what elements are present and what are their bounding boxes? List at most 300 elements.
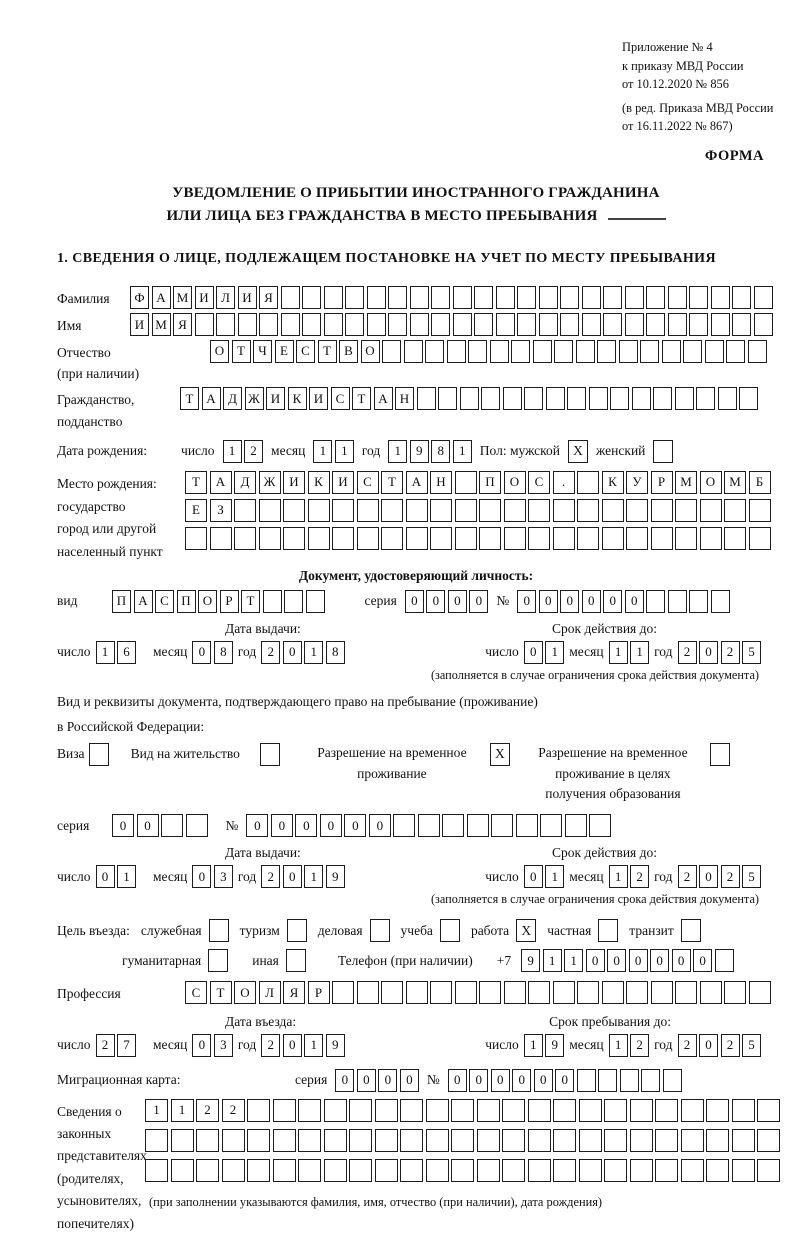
- char-cell[interactable]: 0: [112, 814, 134, 837]
- char-cell[interactable]: 2: [222, 1099, 245, 1122]
- char-cell[interactable]: [567, 387, 586, 410]
- char-cell[interactable]: [357, 499, 379, 522]
- char-cell[interactable]: [589, 814, 611, 837]
- char-cell[interactable]: 6: [117, 641, 136, 664]
- char-cell[interactable]: [281, 286, 300, 309]
- char-cell[interactable]: [579, 1099, 602, 1122]
- rvpo-checkbox[interactable]: [710, 743, 730, 766]
- char-cell[interactable]: 0: [283, 865, 302, 888]
- char-cell[interactable]: [533, 340, 552, 363]
- char-cell[interactable]: 0: [400, 1069, 419, 1092]
- char-cell[interactable]: [724, 981, 746, 1004]
- char-cell[interactable]: 5: [742, 1034, 761, 1057]
- char-cell[interactable]: [582, 313, 601, 336]
- char-cell[interactable]: Н: [395, 387, 414, 410]
- purpose-turizm-checkbox[interactable]: [287, 919, 307, 942]
- char-cell[interactable]: [579, 1129, 602, 1152]
- char-cell[interactable]: [400, 1099, 423, 1122]
- char-cell[interactable]: [553, 527, 575, 550]
- char-cell[interactable]: 1: [145, 1099, 168, 1122]
- char-cell[interactable]: [451, 1159, 474, 1182]
- char-cell[interactable]: [332, 499, 354, 522]
- char-cell[interactable]: Т: [180, 387, 199, 410]
- char-cell[interactable]: А: [374, 387, 393, 410]
- char-cell[interactable]: [324, 1159, 347, 1182]
- char-cell[interactable]: [715, 949, 734, 972]
- char-cell[interactable]: [238, 313, 257, 336]
- char-cell[interactable]: [646, 590, 665, 613]
- char-cell[interactable]: 2: [721, 641, 740, 664]
- char-cell[interactable]: [726, 340, 745, 363]
- char-cell[interactable]: 2: [96, 1034, 115, 1057]
- char-cell[interactable]: [453, 286, 472, 309]
- char-cell[interactable]: [234, 499, 256, 522]
- char-cell[interactable]: [496, 286, 515, 309]
- char-cell[interactable]: [724, 527, 746, 550]
- char-cell[interactable]: [602, 499, 624, 522]
- char-cell[interactable]: 5: [742, 641, 761, 664]
- char-cell[interactable]: [757, 1129, 780, 1152]
- char-cell[interactable]: [460, 387, 479, 410]
- char-cell[interactable]: 0: [283, 641, 302, 664]
- char-cell[interactable]: [655, 1099, 678, 1122]
- char-cell[interactable]: [474, 313, 493, 336]
- char-cell[interactable]: Б: [749, 471, 771, 494]
- char-cell[interactable]: Т: [381, 471, 403, 494]
- char-cell[interactable]: У: [626, 471, 648, 494]
- char-cell[interactable]: [247, 1129, 270, 1152]
- char-cell[interactable]: Ж: [245, 387, 264, 410]
- char-cell[interactable]: [196, 1159, 219, 1182]
- char-cell[interactable]: [689, 313, 708, 336]
- char-cell[interactable]: [345, 286, 364, 309]
- char-cell[interactable]: З: [210, 499, 232, 522]
- char-cell[interactable]: О: [361, 340, 380, 363]
- char-cell[interactable]: [663, 1069, 682, 1092]
- char-cell[interactable]: 0: [283, 1034, 302, 1057]
- char-cell[interactable]: [425, 340, 444, 363]
- char-cell[interactable]: [171, 1129, 194, 1152]
- char-cell[interactable]: 5: [742, 865, 761, 888]
- char-cell[interactable]: Я: [283, 981, 305, 1004]
- char-cell[interactable]: [273, 1129, 296, 1152]
- char-cell[interactable]: 0: [524, 641, 543, 664]
- char-cell[interactable]: 0: [603, 590, 622, 613]
- char-cell[interactable]: И: [283, 471, 305, 494]
- char-cell[interactable]: [711, 590, 730, 613]
- char-cell[interactable]: Ч: [253, 340, 272, 363]
- char-cell[interactable]: [431, 313, 450, 336]
- char-cell[interactable]: [324, 1129, 347, 1152]
- char-cell[interactable]: [560, 313, 579, 336]
- char-cell[interactable]: Р: [308, 981, 330, 1004]
- char-cell[interactable]: 8: [214, 641, 233, 664]
- char-cell[interactable]: 2: [261, 865, 280, 888]
- char-cell[interactable]: [700, 499, 722, 522]
- char-cell[interactable]: [388, 286, 407, 309]
- char-cell[interactable]: [683, 340, 702, 363]
- char-cell[interactable]: [375, 1159, 398, 1182]
- char-cell[interactable]: Я: [173, 313, 192, 336]
- char-cell[interactable]: [455, 499, 477, 522]
- char-cell[interactable]: 2: [678, 865, 697, 888]
- char-cell[interactable]: [259, 313, 278, 336]
- char-cell[interactable]: М: [675, 471, 697, 494]
- char-cell[interactable]: [651, 527, 673, 550]
- char-cell[interactable]: М: [173, 286, 192, 309]
- char-cell[interactable]: С: [185, 981, 207, 1004]
- char-cell[interactable]: [357, 981, 379, 1004]
- char-cell[interactable]: С: [331, 387, 350, 410]
- char-cell[interactable]: [349, 1099, 372, 1122]
- char-cell[interactable]: 2: [721, 865, 740, 888]
- char-cell[interactable]: [603, 313, 622, 336]
- char-cell[interactable]: [528, 1099, 551, 1122]
- char-cell[interactable]: [681, 1099, 704, 1122]
- char-cell[interactable]: [273, 1159, 296, 1182]
- char-cell[interactable]: 1: [609, 865, 628, 888]
- char-cell[interactable]: [675, 527, 697, 550]
- char-cell[interactable]: 0: [582, 590, 601, 613]
- char-cell[interactable]: [598, 1069, 617, 1092]
- char-cell[interactable]: А: [202, 387, 221, 410]
- char-cell[interactable]: [345, 313, 364, 336]
- char-cell[interactable]: [668, 590, 687, 613]
- char-cell[interactable]: А: [134, 590, 153, 613]
- char-cell[interactable]: 1: [313, 440, 332, 463]
- char-cell[interactable]: С: [296, 340, 315, 363]
- purpose-gumanitarnaya-checkbox[interactable]: [208, 949, 228, 972]
- char-cell[interactable]: [426, 1099, 449, 1122]
- char-cell[interactable]: [357, 527, 379, 550]
- char-cell[interactable]: 0: [137, 814, 159, 837]
- char-cell[interactable]: Е: [185, 499, 207, 522]
- char-cell[interactable]: [210, 527, 232, 550]
- char-cell[interactable]: [430, 981, 452, 1004]
- char-cell[interactable]: [604, 1159, 627, 1182]
- char-cell[interactable]: [302, 313, 321, 336]
- char-cell[interactable]: [603, 286, 622, 309]
- char-cell[interactable]: [298, 1099, 321, 1122]
- char-cell[interactable]: [640, 340, 659, 363]
- char-cell[interactable]: 0: [672, 949, 691, 972]
- char-cell[interactable]: [739, 387, 758, 410]
- char-cell[interactable]: [732, 286, 751, 309]
- char-cell[interactable]: [388, 313, 407, 336]
- char-cell[interactable]: [602, 981, 624, 1004]
- char-cell[interactable]: 0: [344, 814, 366, 837]
- char-cell[interactable]: [455, 981, 477, 1004]
- char-cell[interactable]: [655, 1159, 678, 1182]
- char-cell[interactable]: [349, 1159, 372, 1182]
- char-cell[interactable]: [474, 286, 493, 309]
- char-cell[interactable]: [418, 814, 440, 837]
- char-cell[interactable]: 1: [171, 1099, 194, 1122]
- char-cell[interactable]: 2: [678, 641, 697, 664]
- char-cell[interactable]: [451, 1099, 474, 1122]
- char-cell[interactable]: [502, 1159, 525, 1182]
- char-cell[interactable]: [626, 527, 648, 550]
- char-cell[interactable]: Т: [210, 981, 232, 1004]
- char-cell[interactable]: [511, 340, 530, 363]
- char-cell[interactable]: [589, 387, 608, 410]
- char-cell[interactable]: А: [152, 286, 171, 309]
- char-cell[interactable]: [681, 1129, 704, 1152]
- char-cell[interactable]: [653, 387, 672, 410]
- char-cell[interactable]: [455, 471, 477, 494]
- char-cell[interactable]: [467, 814, 489, 837]
- char-cell[interactable]: 0: [539, 590, 558, 613]
- char-cell[interactable]: 1: [543, 949, 562, 972]
- char-cell[interactable]: [417, 387, 436, 410]
- char-cell[interactable]: [479, 527, 501, 550]
- char-cell[interactable]: [367, 313, 386, 336]
- char-cell[interactable]: [610, 387, 629, 410]
- char-cell[interactable]: М: [724, 471, 746, 494]
- char-cell[interactable]: [577, 499, 599, 522]
- char-cell[interactable]: Е: [275, 340, 294, 363]
- char-cell[interactable]: 0: [357, 1069, 376, 1092]
- char-cell[interactable]: [754, 286, 773, 309]
- char-cell[interactable]: 9: [326, 865, 345, 888]
- char-cell[interactable]: С: [357, 471, 379, 494]
- char-cell[interactable]: [468, 340, 487, 363]
- sex-male-checkbox[interactable]: X: [568, 440, 588, 463]
- char-cell[interactable]: [247, 1099, 270, 1122]
- char-cell[interactable]: [630, 1129, 653, 1152]
- char-cell[interactable]: Т: [232, 340, 251, 363]
- purpose-ucheba-checkbox[interactable]: [440, 919, 460, 942]
- char-cell[interactable]: [668, 313, 687, 336]
- char-cell[interactable]: .: [553, 471, 575, 494]
- char-cell[interactable]: 0: [378, 1069, 397, 1092]
- char-cell[interactable]: [430, 527, 452, 550]
- char-cell[interactable]: 1: [524, 1034, 543, 1057]
- char-cell[interactable]: [604, 1099, 627, 1122]
- char-cell[interactable]: 0: [448, 1069, 467, 1092]
- char-cell[interactable]: [539, 286, 558, 309]
- char-cell[interactable]: [186, 814, 208, 837]
- char-cell[interactable]: [689, 590, 708, 613]
- char-cell[interactable]: [646, 313, 665, 336]
- char-cell[interactable]: [565, 814, 587, 837]
- char-cell[interactable]: [749, 499, 771, 522]
- char-cell[interactable]: А: [210, 471, 232, 494]
- char-cell[interactable]: [400, 1159, 423, 1182]
- char-cell[interactable]: Т: [318, 340, 337, 363]
- visa-checkbox[interactable]: [89, 743, 109, 766]
- char-cell[interactable]: [479, 499, 501, 522]
- char-cell[interactable]: [539, 313, 558, 336]
- char-cell[interactable]: [324, 286, 343, 309]
- char-cell[interactable]: 0: [534, 1069, 553, 1092]
- char-cell[interactable]: И: [195, 286, 214, 309]
- char-cell[interactable]: [406, 527, 428, 550]
- char-cell[interactable]: И: [309, 387, 328, 410]
- char-cell[interactable]: [604, 1129, 627, 1152]
- char-cell[interactable]: [259, 527, 281, 550]
- char-cell[interactable]: [298, 1159, 321, 1182]
- char-cell[interactable]: [524, 387, 543, 410]
- char-cell[interactable]: 1: [609, 641, 628, 664]
- char-cell[interactable]: 2: [196, 1099, 219, 1122]
- char-cell[interactable]: [630, 1099, 653, 1122]
- char-cell[interactable]: [306, 590, 325, 613]
- char-cell[interactable]: Д: [223, 387, 242, 410]
- char-cell[interactable]: [749, 981, 771, 1004]
- char-cell[interactable]: 0: [555, 1069, 574, 1092]
- char-cell[interactable]: 0: [405, 590, 424, 613]
- char-cell[interactable]: [553, 1159, 576, 1182]
- char-cell[interactable]: [308, 527, 330, 550]
- char-cell[interactable]: [453, 313, 472, 336]
- char-cell[interactable]: 1: [304, 865, 323, 888]
- char-cell[interactable]: [222, 1159, 245, 1182]
- char-cell[interactable]: [619, 340, 638, 363]
- char-cell[interactable]: [145, 1159, 168, 1182]
- char-cell[interactable]: [281, 313, 300, 336]
- char-cell[interactable]: [247, 1159, 270, 1182]
- char-cell[interactable]: [553, 499, 575, 522]
- char-cell[interactable]: 7: [117, 1034, 136, 1057]
- char-cell[interactable]: [283, 499, 305, 522]
- char-cell[interactable]: [576, 340, 595, 363]
- char-cell[interactable]: [540, 814, 562, 837]
- char-cell[interactable]: [732, 1099, 755, 1122]
- char-cell[interactable]: [553, 1129, 576, 1152]
- char-cell[interactable]: [732, 313, 751, 336]
- char-cell[interactable]: [700, 527, 722, 550]
- char-cell[interactable]: [681, 1159, 704, 1182]
- char-cell[interactable]: [579, 1159, 602, 1182]
- char-cell[interactable]: [381, 527, 403, 550]
- char-cell[interactable]: [349, 1129, 372, 1152]
- rvp-checkbox[interactable]: X: [490, 743, 510, 766]
- char-cell[interactable]: [324, 1099, 347, 1122]
- char-cell[interactable]: 0: [524, 865, 543, 888]
- char-cell[interactable]: 0: [96, 865, 115, 888]
- char-cell[interactable]: [516, 814, 538, 837]
- char-cell[interactable]: 0: [699, 865, 718, 888]
- char-cell[interactable]: [748, 340, 767, 363]
- char-cell[interactable]: О: [210, 340, 229, 363]
- char-cell[interactable]: 0: [192, 1034, 211, 1057]
- char-cell[interactable]: [696, 387, 715, 410]
- char-cell[interactable]: [504, 527, 526, 550]
- char-cell[interactable]: Л: [259, 981, 281, 1004]
- char-cell[interactable]: 9: [410, 440, 429, 463]
- char-cell[interactable]: [298, 1129, 321, 1152]
- char-cell[interactable]: [689, 286, 708, 309]
- char-cell[interactable]: [626, 981, 648, 1004]
- char-cell[interactable]: [481, 387, 500, 410]
- purpose-delovaya-checkbox[interactable]: [370, 919, 390, 942]
- char-cell[interactable]: 1: [117, 865, 136, 888]
- purpose-chastnaya-checkbox[interactable]: [598, 919, 618, 942]
- char-cell[interactable]: [597, 340, 616, 363]
- purpose-sluzhebnaya-checkbox[interactable]: [209, 919, 229, 942]
- char-cell[interactable]: 1: [453, 440, 472, 463]
- char-cell[interactable]: А: [406, 471, 428, 494]
- char-cell[interactable]: 0: [246, 814, 268, 837]
- char-cell[interactable]: М: [152, 313, 171, 336]
- char-cell[interactable]: [332, 527, 354, 550]
- char-cell[interactable]: [651, 499, 673, 522]
- char-cell[interactable]: 1: [388, 440, 407, 463]
- char-cell[interactable]: 3: [214, 865, 233, 888]
- char-cell[interactable]: [655, 1129, 678, 1152]
- char-cell[interactable]: [625, 313, 644, 336]
- char-cell[interactable]: [375, 1099, 398, 1122]
- char-cell[interactable]: 2: [721, 1034, 740, 1057]
- char-cell[interactable]: [577, 981, 599, 1004]
- char-cell[interactable]: [546, 387, 565, 410]
- char-cell[interactable]: И: [130, 313, 149, 336]
- char-cell[interactable]: 0: [491, 1069, 510, 1092]
- char-cell[interactable]: [308, 499, 330, 522]
- char-cell[interactable]: 0: [512, 1069, 531, 1092]
- char-cell[interactable]: [582, 286, 601, 309]
- char-cell[interactable]: 1: [304, 641, 323, 664]
- char-cell[interactable]: [404, 340, 423, 363]
- char-cell[interactable]: [517, 313, 536, 336]
- char-cell[interactable]: [502, 1099, 525, 1122]
- char-cell[interactable]: 0: [560, 590, 579, 613]
- char-cell[interactable]: 0: [192, 641, 211, 664]
- char-cell[interactable]: 2: [678, 1034, 697, 1057]
- char-cell[interactable]: О: [234, 981, 256, 1004]
- char-cell[interactable]: [732, 1129, 755, 1152]
- char-cell[interactable]: [503, 387, 522, 410]
- char-cell[interactable]: [442, 814, 464, 837]
- char-cell[interactable]: [447, 340, 466, 363]
- char-cell[interactable]: [222, 1129, 245, 1152]
- char-cell[interactable]: 0: [629, 949, 648, 972]
- char-cell[interactable]: 0: [335, 1069, 354, 1092]
- char-cell[interactable]: [393, 814, 415, 837]
- char-cell[interactable]: [577, 527, 599, 550]
- char-cell[interactable]: 8: [326, 641, 345, 664]
- char-cell[interactable]: 0: [426, 590, 445, 613]
- char-cell[interactable]: 2: [244, 440, 263, 463]
- char-cell[interactable]: Л: [216, 286, 235, 309]
- char-cell[interactable]: [517, 286, 536, 309]
- char-cell[interactable]: [651, 981, 673, 1004]
- char-cell[interactable]: 2: [630, 865, 649, 888]
- char-cell[interactable]: 8: [431, 440, 450, 463]
- char-cell[interactable]: [560, 286, 579, 309]
- char-cell[interactable]: [185, 527, 207, 550]
- char-cell[interactable]: [171, 1159, 194, 1182]
- char-cell[interactable]: [553, 981, 575, 1004]
- char-cell[interactable]: 1: [630, 641, 649, 664]
- char-cell[interactable]: 0: [448, 590, 467, 613]
- char-cell[interactable]: [732, 1159, 755, 1182]
- char-cell[interactable]: [438, 387, 457, 410]
- char-cell[interactable]: Т: [241, 590, 260, 613]
- char-cell[interactable]: [724, 499, 746, 522]
- char-cell[interactable]: [426, 1129, 449, 1152]
- char-cell[interactable]: 0: [699, 1034, 718, 1057]
- char-cell[interactable]: 1: [96, 641, 115, 664]
- char-cell[interactable]: [706, 1099, 729, 1122]
- char-cell[interactable]: [406, 981, 428, 1004]
- char-cell[interactable]: 0: [607, 949, 626, 972]
- char-cell[interactable]: О: [700, 471, 722, 494]
- char-cell[interactable]: [410, 313, 429, 336]
- char-cell[interactable]: [553, 1099, 576, 1122]
- char-cell[interactable]: В: [339, 340, 358, 363]
